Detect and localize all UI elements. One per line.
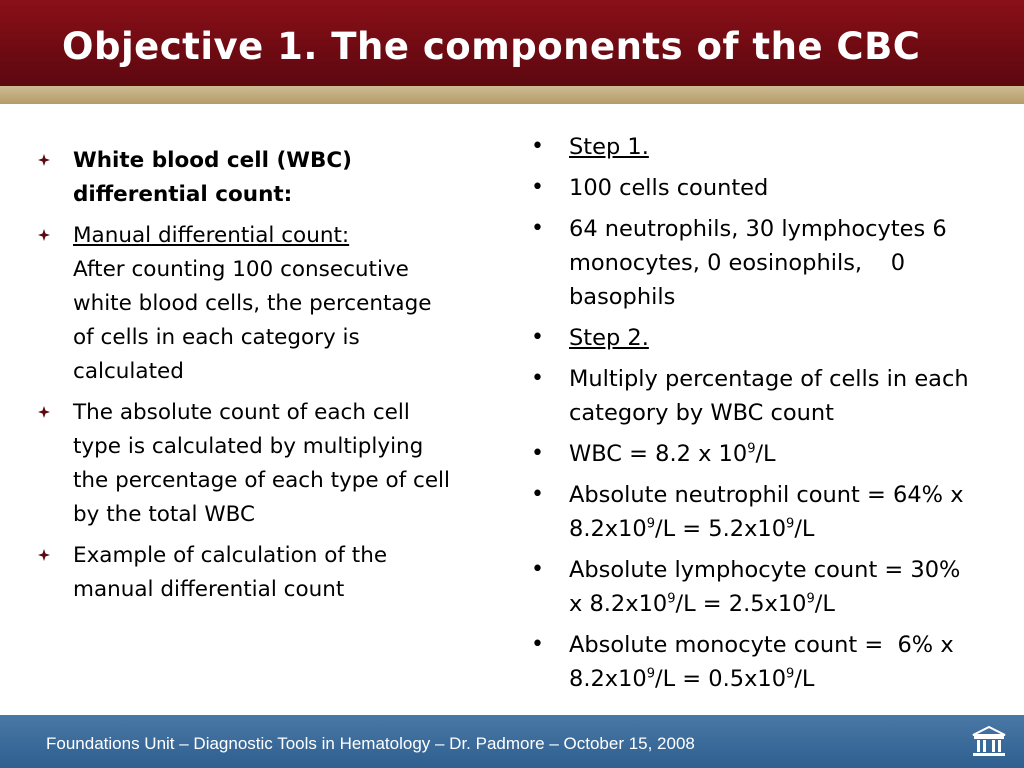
list-item-monocyte-count (530, 628, 970, 696)
diamond-bullet-icon (38, 154, 50, 166)
absolute-count-text: The absolute count of each cell type is calculated by multiplying the percentage of each type of cell by the total WBC (73, 400, 451, 527)
wbc-value-exponent: 9 (747, 441, 756, 457)
diamond-bullet-icon (38, 549, 50, 561)
wbc-value-unit: /L (755, 441, 776, 467)
slide-title: Objective 1. The components of the CBC (62, 25, 921, 68)
list-item-cell-breakdown (530, 212, 970, 314)
list-item-wbc-value (530, 437, 970, 471)
monocyte-exponent-1: 9 (646, 666, 656, 682)
neutrophil-text-b: /L = 5.2x10 (655, 516, 787, 542)
monocyte-text-c: /L (794, 666, 815, 692)
round-bullet: • (531, 134, 544, 159)
round-bullet: • (531, 557, 544, 582)
round-bullet: • (531, 482, 544, 507)
footer-bar (0, 715, 1024, 768)
round-bullet: • (531, 216, 544, 241)
left-column (36, 144, 456, 614)
list-item-step-2 (530, 321, 970, 355)
neutrophil-exponent-2: 9 (786, 516, 795, 532)
wbc-differential-heading: White blood cell (WBC) differential count: (73, 148, 352, 207)
neutrophil-text-c: /L (794, 516, 815, 542)
round-bullet: • (531, 632, 544, 657)
neutrophil-exponent-1: 9 (646, 516, 656, 532)
monocyte-exponent-2: 9 (786, 666, 795, 682)
list-item-manual-differential (36, 219, 456, 389)
lymphocyte-exponent-1: 9 (667, 591, 676, 607)
title-bar (0, 0, 1024, 86)
monocyte-text-a: Absolute monocyte count = 6% x 8.2x10 (569, 632, 961, 692)
lymphocyte-exponent-2: 9 (806, 591, 815, 607)
multiply-text: Multiply percentage of cells in each category by WBC count (569, 366, 969, 426)
list-item-lymphocyte-count (530, 553, 970, 621)
wbc-value-pre: WBC = 8.2 x 10 (569, 441, 748, 467)
cells-counted-text: 100 cells counted (569, 175, 769, 201)
diamond-bullet-icon (38, 229, 50, 241)
right-column (530, 130, 970, 703)
round-bullet: • (531, 325, 544, 350)
diamond-bullet-icon (38, 406, 50, 418)
neutrophil-text-a: Absolute neutrophil count = 64% x 8.2x10 (569, 482, 964, 542)
lymphocyte-text-b: /L = 2.5x10 (675, 591, 807, 617)
step-2-label: Step 2. (569, 325, 649, 351)
list-item-example-calculation (36, 539, 456, 607)
list-item-multiply (530, 362, 970, 430)
list-item-cells-counted (530, 171, 970, 205)
lymphocyte-text-a: Absolute lymphocyte count = 30% x 8.2x10 (569, 557, 961, 617)
example-calculation-text: Example of calculation of the manual differential count (73, 543, 388, 602)
list-item-step-1 (530, 130, 970, 164)
title-divider-band (0, 86, 1024, 104)
lymphocyte-text-c: /L (814, 591, 835, 617)
manual-differential-text: After counting 100 consecutive white blood cells, the percentage of cells in each category is calculated (73, 257, 432, 384)
round-bullet: • (531, 366, 544, 391)
university-building-logo-icon (970, 724, 1008, 760)
list-item-absolute-count (36, 396, 456, 532)
round-bullet: • (531, 175, 544, 200)
manual-differential-heading: Manual differential count: (73, 223, 350, 248)
round-bullet: • (531, 441, 544, 466)
list-item-wbc-differential (36, 144, 456, 212)
cell-breakdown-text: 64 neutrophils, 30 lymphocytes 6 monocytes, 0 eosinophils, 0 basophils (569, 216, 954, 310)
footer-text: Foundations Unit – Diagnostic Tools in Hematology – Dr. Padmore – October 15, 2008 (46, 734, 695, 753)
list-item-neutrophil-count (530, 478, 970, 546)
monocyte-text-b: /L = 0.5x10 (655, 666, 787, 692)
step-1-label: Step 1. (569, 134, 649, 160)
